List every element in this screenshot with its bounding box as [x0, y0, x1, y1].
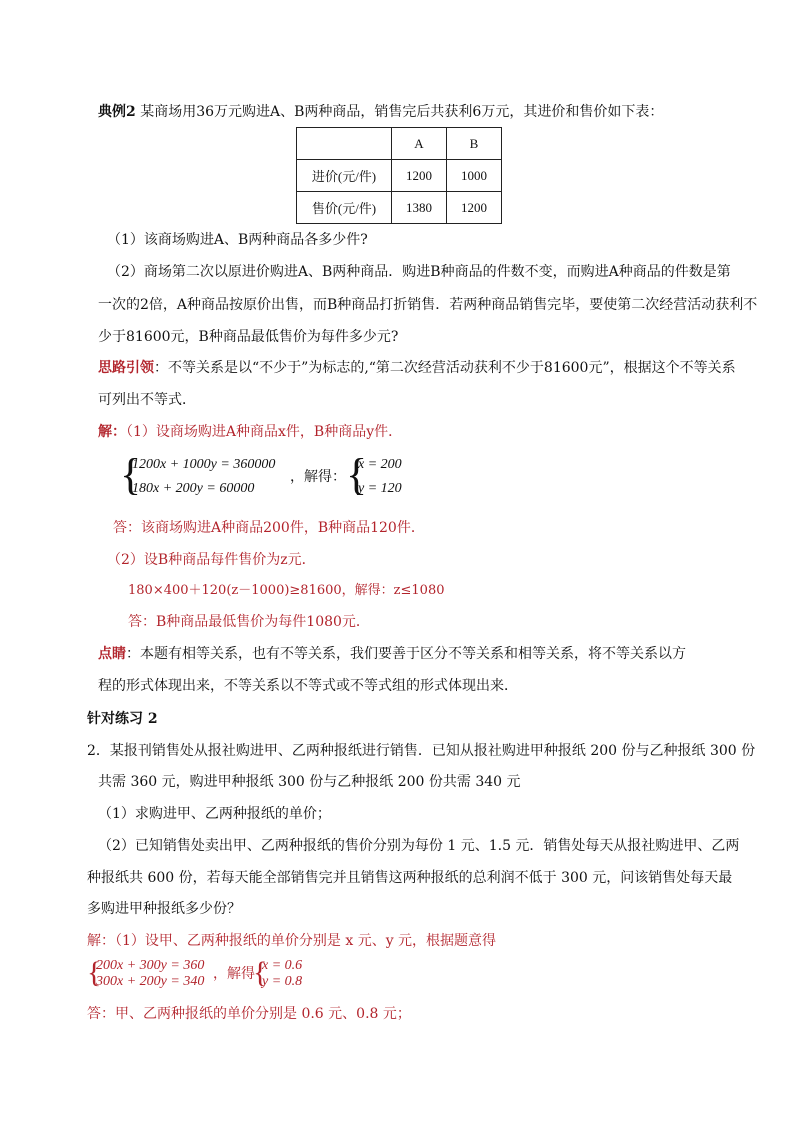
practice-answer: 答：甲、乙两种报纸的单价分别是 0.6 元、0.8 元；: [87, 1006, 411, 1022]
hint-line: 可列出不等式．: [98, 392, 196, 408]
solution-label: 解：: [98, 424, 126, 440]
equation: 200x + 300y = 360: [96, 958, 205, 973]
question-2-line: （2）商场第二次以原进价购进A、B两种商品．购进B种商品的件数不变，而购进A种商品的件数是第: [107, 264, 731, 280]
table-header-row: [297, 128, 502, 160]
hint-line: [98, 358, 736, 378]
solution-text: （1）设商场购进A种商品x件，B种商品y件．: [126, 424, 403, 440]
example-label: 典例2: [98, 104, 136, 120]
brace-icon: {: [87, 956, 102, 989]
inequality: 180×400＋120(z－1000)≥81600，解得：z≤1080: [128, 583, 445, 598]
solution-line: （2）设B种商品每件售价为z元．: [107, 552, 316, 568]
practice-question-1: （1）求购进甲、乙两种报纸的单价；: [98, 806, 331, 822]
practice-question-2-line: 多购进甲种报纸多少份？: [87, 901, 241, 917]
practice-solution-line: 解：（1）设甲、乙两种报纸的单价分别是 x 元、y 元，根据题意得: [87, 933, 497, 949]
example-stem-line: [98, 102, 663, 122]
price-table: [296, 127, 502, 224]
table-row: [297, 160, 502, 192]
table-cell: 1000: [447, 160, 502, 192]
practice-line: 2．某报刊销售处从报社购进甲、乙两种报纸进行销售．已知从报社购进甲种报纸 200 份与乙种报纸 300 份: [87, 743, 756, 759]
table-cell: 进价(元/件): [297, 160, 392, 192]
point-line: [98, 644, 686, 664]
practice-question-2-line: 种报纸共 600 份，若每天能全部销售完并且销售这两种报纸的总利润不低于 300 元，问该销售处每天最: [87, 870, 733, 886]
question-2-line: 少于81600元，B种商品最低售价为每件多少元?: [98, 329, 399, 345]
equation: 1200x + 1000y = 360000: [132, 457, 276, 472]
question-2-line: 一次的2倍，A种商品按原价出售，而B种商品打折销售．若两种商品销售完毕，要使第二次经营活动获利不: [98, 297, 758, 313]
solve-text: ，解得：: [290, 469, 346, 485]
hint-label: 思路引领: [98, 360, 154, 376]
answer-1: 答：该商场购进A种商品200件，B种商品120件．: [113, 520, 425, 536]
solve-text: ，解得: [213, 966, 255, 982]
practice-title: 针对练习 2: [87, 711, 158, 727]
point-text: ：本题有相等关系，也有不等关系，我们要善于区分不等关系和相等关系，将不等关系以方: [126, 646, 686, 662]
equation: 300x + 200y = 340: [96, 974, 205, 989]
solution-line: [98, 422, 402, 442]
table-cell: 1380: [392, 192, 447, 224]
table-cell: 1200: [447, 192, 502, 224]
table-cell: 售价(元/件): [297, 192, 392, 224]
brace-icon: {: [346, 450, 368, 499]
brace-icon: {: [120, 450, 142, 499]
solution-value: x = 0.6: [262, 958, 303, 973]
table-header-cell: [297, 128, 392, 160]
table-row: [297, 192, 502, 224]
solution-value: x = 200: [358, 457, 402, 472]
practice-line: 共需 360 元，购进甲种报纸 300 份与乙种报纸 200 份共需 340 元: [98, 774, 521, 790]
table-cell: 1200: [392, 160, 447, 192]
answer-2: 答：B种商品最低售价为每件1080元．: [128, 614, 370, 630]
question-1: （1）该商场购进A、B两种商品各多少件?: [107, 232, 368, 248]
hint-text: ：不等关系是以“不少于”为标志的,“第二次经营活动获利不少于81600元”，根据这个不等关系: [154, 360, 736, 376]
brace-icon: {: [253, 956, 268, 989]
solution-value: y = 0.8: [262, 974, 303, 989]
point-label: 点睛: [98, 646, 126, 662]
example-stem: 某商场用36万元购进A、B两种商品，销售完后共获利6万元，其进价和售价如下表：: [140, 104, 664, 120]
practice-question-2-line: （2）已知销售处卖出甲、乙两种报纸的售价分别为每份 1 元、1.5 元．销售处每天从报社购进甲、乙两: [98, 838, 740, 854]
table-header-cell: A: [392, 128, 447, 160]
equation: 180x + 200y = 60000: [132, 481, 255, 496]
table-header-cell: B: [447, 128, 502, 160]
point-line: 程的形式体现出来，不等关系以不等式或不等式组的形式体现出来．: [98, 678, 518, 694]
solution-value: y = 120: [358, 481, 402, 496]
